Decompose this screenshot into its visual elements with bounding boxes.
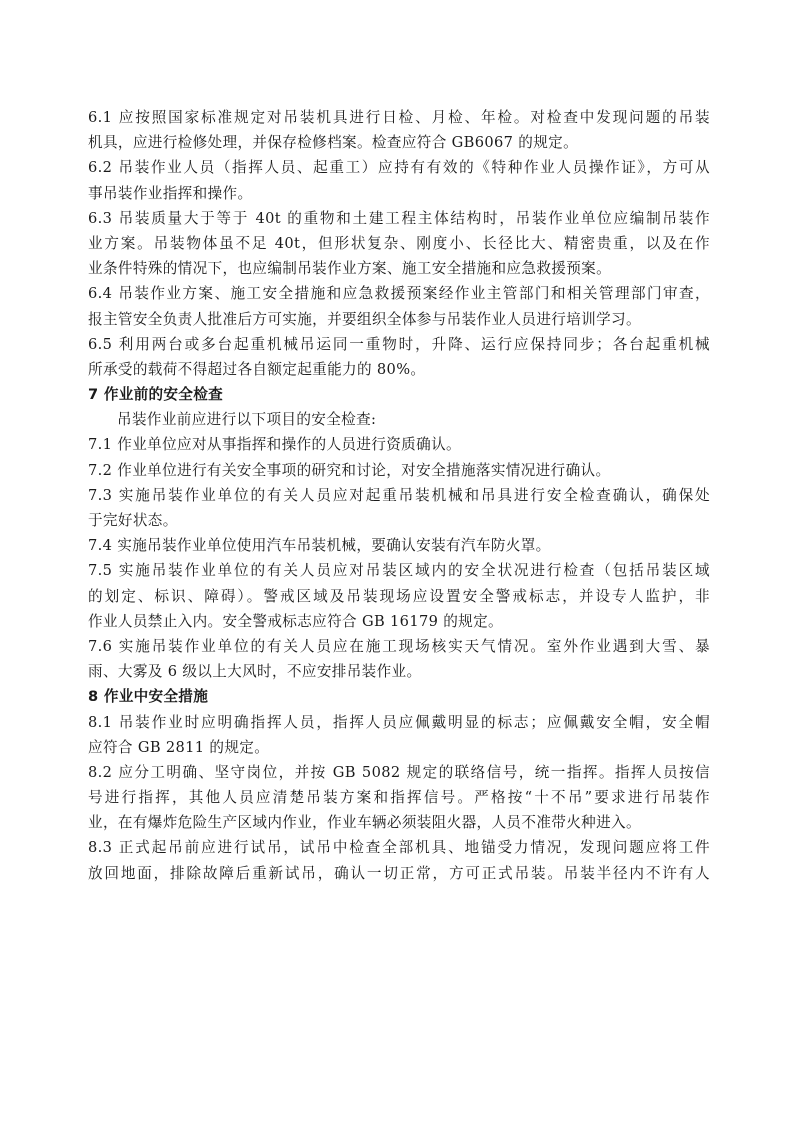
clause-7-3-line-1: 7.3 实施吊装作业单位的有关人员应对起重吊装机械和吊具进行安全检查确认，确保处 xyxy=(88,486,710,504)
clause-7-6-line-1: 7.6 实施吊装作业单位的有关人员应在施工现场核实天气情况。室外作业遇到大雪、暴 xyxy=(88,637,710,655)
clause-8-1-line-2: 应符合 GB 2811 的规定。 xyxy=(88,738,270,756)
clause-8-3 xyxy=(88,835,710,885)
clause-7-2 xyxy=(88,458,710,483)
clause-6-1-line-1: 6.1 应按照国家标准规定对吊装机具进行日检、月检、年检。对检查中发现问题的吊装 xyxy=(88,109,710,126)
clause-8-2-line-3: 业，在有爆炸危险生产区域内作业，作业车辆必须装阻火器，人员不准带火种进入。 xyxy=(88,814,641,832)
clause-8-1-line-1: 8.1 吊装作业时应明确指挥人员，指挥人员应佩戴明显的标志；应佩戴安全帽，安全帽 xyxy=(88,713,710,731)
clause-7-6 xyxy=(88,634,710,684)
clause-7-3-line-2: 于完好状态。 xyxy=(88,512,178,529)
clause-6-1 xyxy=(88,105,710,155)
clause-8-2-line-2: 号进行指挥，其他人员应清楚吊装方案和指挥信号。严格按“十不吊”要求进行吊装作 xyxy=(88,789,710,807)
clause-7-5 xyxy=(88,558,710,634)
clause-7-3 xyxy=(88,483,710,533)
clause-6-5 xyxy=(88,332,710,382)
clause-6-4-line-1: 6.4 吊装作业方案、施工安全措施和应急救援预案经作业主管部门和相关管理部门审查， xyxy=(88,285,710,303)
document-page xyxy=(88,105,710,886)
clause-8-3-line-1: 8.3 正式起吊前应进行试吊，试吊中检查全部机具、地锚受力情况，发现问题应将工件 xyxy=(88,839,710,857)
clause-7-5-line-1: 7.5 实施吊装作业单位的有关人员应对吊装区域内的安全状况进行检查（包括吊装区域 xyxy=(88,562,710,580)
clause-6-3-line-1: 6.3 吊装质量大于等于 40t 的重物和土建工程主体结构时，吊装作业单位应编制吊装作 xyxy=(88,209,710,227)
clause-7-6-line-2: 雨、大雾及 6 级以上大风时，不应安排吊装作业。 xyxy=(88,663,422,681)
clause-6-3-line-2: 业方案。吊装物体虽不足 40t，但形状复杂、刚度小、长径比大、精密贵重，以及在作 xyxy=(88,234,710,252)
clause-8-3-line-2: 放回地面，排除故障后重新试吊，确认一切正常，方可正式吊装。吊装半径内不许有人 xyxy=(88,864,710,882)
clause-6-1-line-2: 机具，应进行检修处理，并保存检修档案。检查应符合 GB6067 的规定。 xyxy=(88,134,579,152)
clause-6-2-line-2: 事吊装作业指挥和操作。 xyxy=(88,184,253,202)
section-7-intro: 吊装作业前应进行以下项目的安全检查: xyxy=(117,411,377,429)
clause-8-2-line-1: 8.2 应分工明确、坚守岗位，并按 GB 5082 规定的联络信号，统一指挥。指挥人员按信 xyxy=(88,763,710,781)
clause-8-2 xyxy=(88,760,710,836)
clause-7-5-line-2: 的划定、标识、障碍）。警戒区域及吊装现场应设置安全警戒标志，并设专人监护，非 xyxy=(88,587,710,605)
section-heading-8: 8 作业中安全措施 xyxy=(88,688,209,706)
clause-7-4 xyxy=(88,533,710,558)
clause-7-1 xyxy=(88,432,710,457)
clause-6-4 xyxy=(88,281,710,331)
clause-7-1-line-1: 7.1 作业单位应对从事指挥和操作的人员进行资质确认。 xyxy=(88,436,461,454)
clause-6-2-line-1: 6.2 吊装作业人员（指挥人员、起重工）应持有有效的《特种作业人员操作证》，方可从 xyxy=(88,159,710,177)
section-heading-7: 7 作业前的安全检查 xyxy=(88,386,223,404)
clause-7-4-line-1: 7.4 实施吊装作业单位使用汽车吊装机械，要确认安装有汽车防火罩。 xyxy=(88,537,551,555)
clause-6-3 xyxy=(88,206,710,282)
clause-6-3-line-3: 业条件特殊的情况下，也应编制吊装作业方案、施工安全措施和应急救援预案。 xyxy=(88,260,612,278)
clause-7-2-line-1: 7.2 作业单位进行有关安全事项的研究和讨论，对安全措施落实情况进行确认。 xyxy=(88,461,611,479)
clause-6-4-line-2: 报主管安全负责人批准后方可实施，并要组织全体参与吊装作业人员进行培训学习。 xyxy=(88,310,641,328)
clause-8-1 xyxy=(88,710,710,760)
clause-7-5-line-3: 作业人员禁止入内。安全警戒标志应符合 GB 16179 的规定。 xyxy=(88,612,503,630)
clause-6-5-line-2: 所承受的载荷不得超过各自额定起重能力的 80%。 xyxy=(88,360,426,378)
clause-6-2 xyxy=(88,155,710,205)
clause-6-5-line-1: 6.5 利用两台或多台起重机械吊运同一重物时，升降、运行应保持同步；各台起重机械 xyxy=(88,335,710,353)
